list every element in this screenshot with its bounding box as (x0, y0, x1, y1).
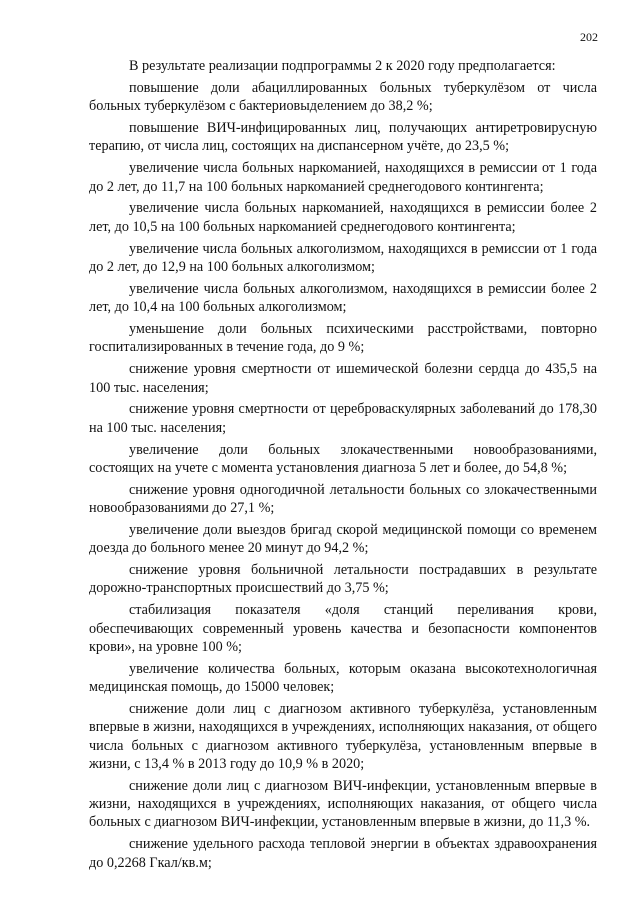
list-item: стабилизация показателя «доля станций переливания крови, обеспечивающих современный уровень качества и безопасности компонентов крови», на уровне 100 %; (89, 602, 597, 655)
list-item: повышение доли абациллированных больных туберкулёзом от числа больных туберкулёзом с бактериовыделением до 38,2 %; (89, 79, 597, 115)
intro-paragraph: В результате реализации подпрограммы 2 к 2020 году предполагается: (129, 58, 556, 74)
list-item: увеличение числа больных алкоголизмом, находящихся в ремиссии более 2 лет, до 10,4 на 100 больных алкоголизмом; (89, 280, 597, 316)
list-item: снижение уровня смертности от ишемической болезни сердца до 435,5 на 100 тыс. населения; (89, 361, 597, 396)
list-item: увеличение доли выездов бригад скорой медицинской помощи со временем доезда до больного менее 20 минут до 94,2 %; (89, 521, 597, 557)
list-item: снижение уровня одногодичной летальности больных со злокачественными новообразованиями до 27,1 %; (89, 481, 597, 517)
list-item: увеличение количества больных, которым оказана высокотехнологичная медицинская помощь, до 15000 человек; (89, 660, 597, 696)
page-number: 202 (580, 30, 598, 44)
document-body (89, 57, 597, 875)
list-item: снижение уровня смертности от цереброваскулярных заболеваний до 178,30 на 100 тыс. населения; (89, 401, 597, 436)
list-item: снижение уровня больничной летальности пострадавших в результате дорожно-транспортных происшествий до 3,75 %; (89, 562, 597, 597)
list-item: снижение удельного расхода тепловой энергии в объектах здравоохранения до 0,2268 Гкал/кв.м; (89, 836, 597, 871)
list-item: увеличение числа больных наркоманией, находящихся в ремиссии от 1 года до 2 лет, до 11,7 на 100 больных наркоманией среднегодового контингента; (89, 160, 597, 195)
list-item: увеличение числа больных наркоманией, находящихся в ремиссии более 2 лет, до 10,5 на 100 больных наркоманией среднегодового контингента; (89, 200, 597, 235)
list-item: повышение ВИЧ-инфицированных лиц, получающих антиретровирусную терапию, от числа лиц, состоящих на диспансерном учёте, до 23,5 %; (89, 120, 597, 155)
list-item: увеличение числа больных алкоголизмом, находящихся в ремиссии от 1 года до 2 лет, до 12,9 на 100 больных алкоголизмом; (89, 240, 597, 275)
list-item: увеличение доли больных злокачественными новообразованиями, состоящих на учете с момента установления диагноза 5 лет и более, до 54,8 %; (89, 441, 597, 476)
list-item: снижение доли лиц с диагнозом ВИЧ-инфекции, установленным впервые в жизни, находящихся в учреждениях, исполняющих наказания, от общего числа больных с диагнозом ВИЧ-инфекции, установленным впервые в жизни, до 11,3 %. (89, 777, 597, 831)
list-item: снижение доли лиц с диагнозом активного туберкулёза, установленным впервые в жизни, находящихся в учреждениях, исполняющих наказания, от общего числа больных с диагнозом активного туберкулёза, установленным впервые в жизни, с 13,4 % в 2013 году до 10,9 % в 2020; (89, 701, 597, 772)
list-item: уменьшение доли больных психическими расстройствами, повторно госпитализированных в течение года, до 9 %; (89, 321, 597, 356)
